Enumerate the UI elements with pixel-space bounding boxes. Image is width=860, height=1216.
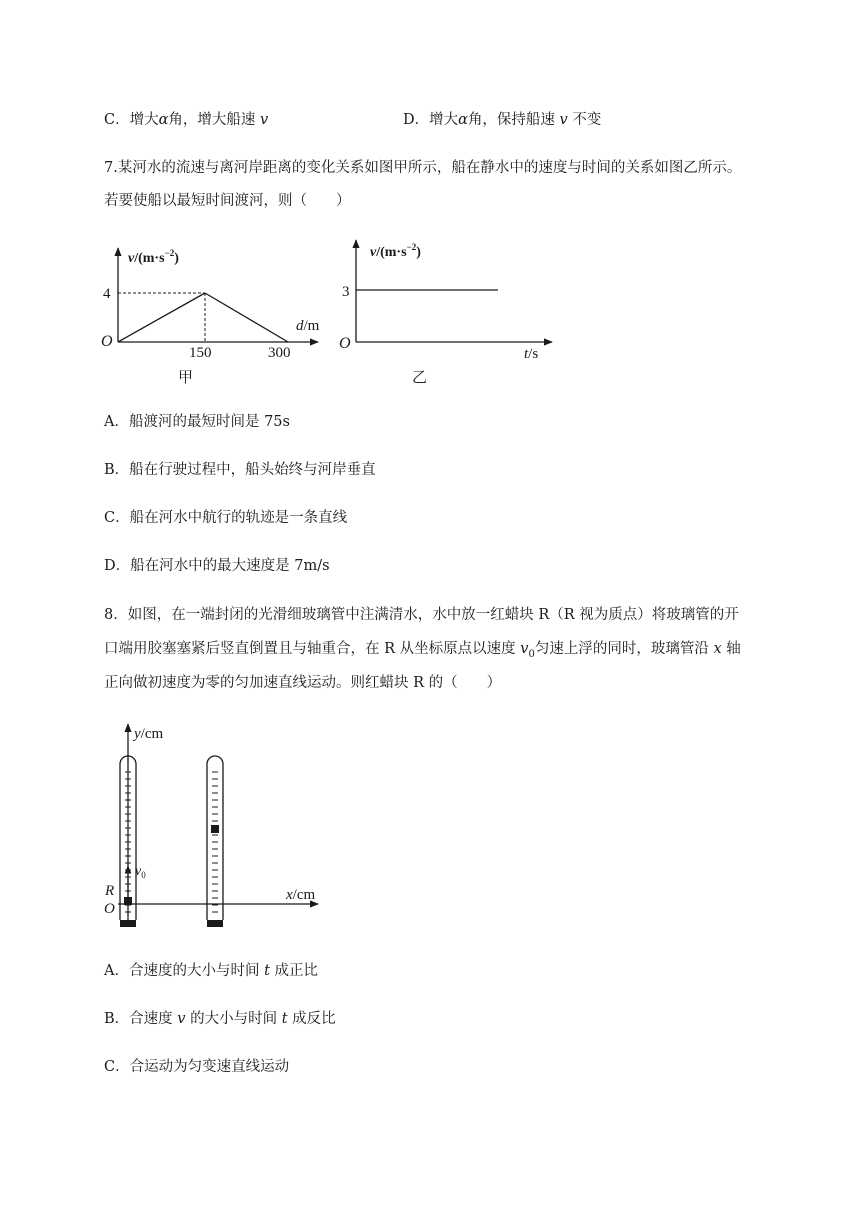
jia-origin: O — [101, 333, 113, 350]
q8-stem-line1: 8．如图，在一端封闭的光滑细玻璃管中注满清水，水中放一红蜡块 R（R 视为质点）将玻璃管的开 — [104, 607, 739, 623]
q7-stem-line2: 若要使船以最短时间渡河，则（ ） — [104, 193, 351, 209]
q7-stem-line1: 7.某河水的流速与离河岸距离的变化关系如图甲所示，船在静水中的速度与时间的关系如图乙所示。 — [104, 160, 742, 176]
jia-y-label: $v/(m\cdot s^{-2})$ — [128, 248, 179, 266]
q6-option-d: D．增大α角，保持船速 v 不变 — [403, 112, 602, 128]
jia-line-falling — [205, 293, 288, 342]
q8-label-v0: $v_0$ — [135, 864, 146, 880]
q7-option-b: B．船在行驶过程中，船头始终与河岸垂直 — [104, 462, 376, 478]
q8-label-o: O — [104, 901, 115, 917]
jia-line-rising — [118, 293, 205, 342]
jia-y-tick-4: 4 — [103, 286, 111, 302]
q6-option-c: C．增大α角，增大船速 v — [104, 112, 269, 128]
q7-option-d: D．船在河水中的最大速度是 7m/s — [104, 558, 330, 574]
yi-origin: O — [339, 335, 351, 352]
q8-stem-line2: 口端用胶塞塞紧后竖直倒置且与轴重合，在 R 从坐标原点以速度 $v_0$匀速上浮的同时，玻璃管沿 x 轴 — [104, 641, 741, 660]
yi-caption: 乙 — [412, 370, 428, 386]
jia-caption: 甲 — [178, 370, 194, 386]
yi-x-label: t/s — [524, 346, 539, 362]
stopper-right — [207, 920, 223, 927]
stopper-left — [120, 920, 136, 927]
q7-option-a: A．船渡河的最短时间是 75s — [104, 414, 290, 430]
q8-option-c: C．合运动为匀变速直线运动 — [104, 1059, 290, 1075]
q8-y-label: y/cm — [134, 726, 164, 742]
q8-figure — [104, 724, 318, 927]
jia-x-label: d/m — [296, 318, 320, 334]
q8-stem-line3: 正向做初速度为零的匀加速直线运动。则红蜡块 R 的（ ） — [104, 675, 502, 691]
figure-yi — [339, 240, 552, 386]
q8-label-r: R — [105, 883, 115, 899]
yi-y-label: $v/(m\cdot s^{-2})$ — [370, 242, 421, 260]
wax-block-r — [124, 897, 132, 905]
q8-option-b: B．合速度 v 的大小与时间 t 成反比 — [104, 1011, 336, 1027]
glass-tube-right — [207, 756, 223, 927]
jia-x-tick-150: 150 — [189, 345, 212, 361]
wax-block-moved — [211, 825, 219, 833]
figure-jia — [101, 248, 320, 386]
q7-option-c: C．船在河水中航行的轨迹是一条直线 — [104, 510, 348, 526]
yi-y-tick-3: 3 — [342, 284, 350, 300]
jia-x-tick-300: 300 — [268, 345, 291, 361]
q8-option-a: A．合速度的大小与时间 t 成正比 — [104, 963, 319, 979]
q8-x-label: x/cm — [286, 887, 316, 903]
